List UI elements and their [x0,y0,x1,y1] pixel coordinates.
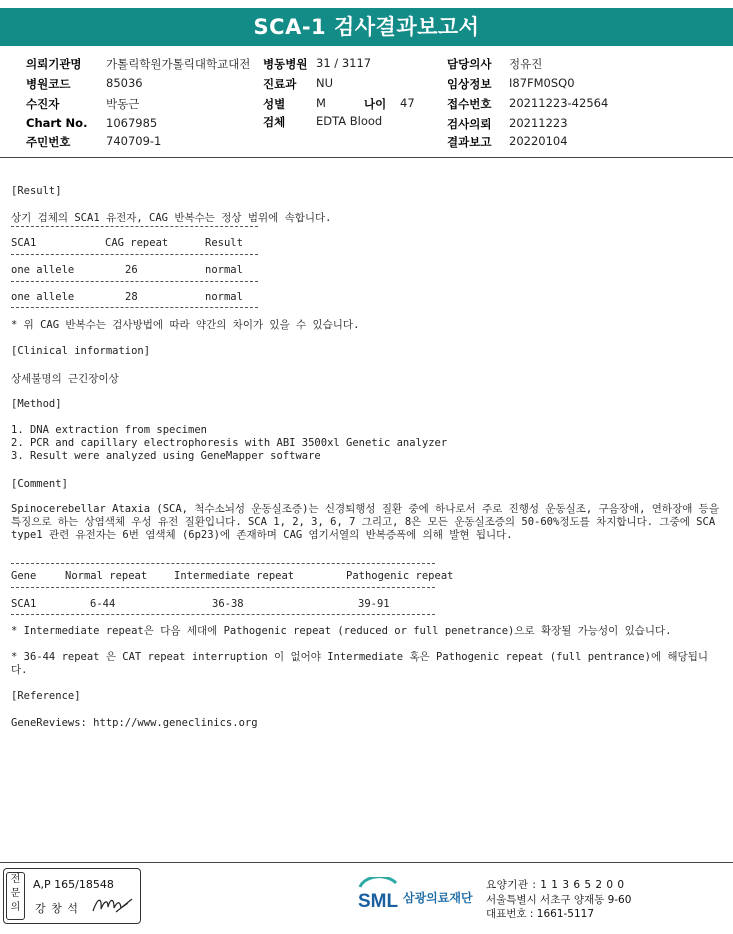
sex-value: M [316,96,326,110]
age-label: 나이 [364,97,387,111]
method-step-3: 3. Result were analyzed using GeneMapper software [11,450,321,462]
clinical-heading: [Clinical information] [11,345,151,357]
seal-char-3: 의 [10,902,21,913]
comment-note-1: * Intermediate repeat은 다음 세대에 Pathogenic repeat (reduced or full penetrance)으로 확장될 가능성이 있습니다. [11,625,672,637]
report-title: SCA-1 검사결과보고서 [0,8,733,46]
dashed-rule [11,226,258,227]
doctor-value: 정유진 [509,57,543,71]
comment-row-gene: SCA1 [11,598,37,610]
specialist-seal [6,872,25,920]
comment-row-intermediate: 36-38 [212,598,244,610]
clinical-info-label: 임상정보 [447,77,492,91]
signature-box [3,868,141,924]
phone: 대표번호 : 1661-5117 [486,908,595,920]
comment-col-normal: Normal repeat [65,570,148,582]
hospital-code-label: 병원코드 [26,77,71,91]
clinical-text: 상세불명의 근긴장이상 [11,373,119,385]
clinical-info-value: I87FM0SQ0 [509,76,575,90]
seal-char-1: 전 [10,874,21,885]
comment-paragraph: Spinocerebellar Ataxia (SCA, 척수소뇌성 운동실조증)는 신경퇴행성 질환 중에 하나로서 주로 진행성 운동실조, 구음장애, 연하장애 등을 특징으로 하는 상염색체 우성 유전 질환입니다. SCA 1, 2, 3, 6, 7 그리고, 8은 모든 운동실조증의 50-60%정도를 차지합니다. 그중에 SCA type1 관련 유전자는 6번 염색체 (6p23)에 존재하며 CAG 염기서열의 반복증폭에 의해 발현 됩니다. [11,503,719,541]
dashed-rule [11,614,435,615]
patient-value: 박동근 [106,97,140,111]
comment-note-2: * 36-44 repeat 은 CAT repeat interruption 이 없어야 Intermediate 혹은 Pathogenic repeat (full pentrance)에 해당됩니다. [11,651,708,676]
sml-logo-text: SML [358,891,399,912]
result-summary: 상기 검체의 SCA1 유전자, CAG 반복수는 정상 범위에 속합니다. [11,212,332,224]
request-label: 검사의뢰 [447,117,492,131]
report-label: 결과보고 [447,135,492,149]
reference-heading: [Reference] [11,690,81,702]
comment-col-pathogenic: Pathogenic repeat [346,570,454,582]
method-heading: [Method] [11,398,62,410]
result-row2-allele: one allele [11,291,75,303]
result-row1-repeat: 26 [125,264,138,276]
chart-value: 1067985 [106,116,158,130]
agency-code: 요양기관 : 1 1 3 6 5 2 0 0 [486,879,625,891]
hospital-code-value: 85036 [106,76,143,90]
patient-label: 수진자 [26,97,60,111]
result-row2-result: normal [205,291,243,303]
id-value: 740709-1 [106,134,162,148]
signer-code: A,P 165/18548 [33,878,114,891]
result-note: * 위 CAG 반복수는 검사방법에 따라 약간의 차이가 있을 수 있습니다. [11,319,360,331]
result-heading: [Result] [11,185,62,197]
dashed-rule [11,281,258,282]
method-step-1: 1. DNA extraction from specimen [11,424,207,436]
dashed-rule [11,307,258,308]
result-row2-repeat: 28 [125,291,138,303]
department-value: NU [316,76,334,90]
comment-row-normal: 6-44 [90,598,116,610]
request-value: 20211223 [509,116,568,130]
reference-text: GeneReviews: http://www.geneclinics.org [11,717,258,729]
comment-row-pathogenic: 39-91 [358,598,390,610]
comment-col-intermediate: Intermediate repeat [174,570,295,582]
institution-value: 가톨릭학원가톨릭대학교대전 [106,57,251,71]
result-col-result: Result [205,237,243,249]
result-row1-result: normal [205,264,243,276]
department-label: 진료과 [263,77,297,91]
sml-logo [356,877,402,919]
dashed-rule [11,254,258,255]
result-col-cag: CAG repeat [105,237,169,249]
method-step-2: 2. PCR and capillary electrophoresis with ABI 3500xl Genetic analyzer [11,437,448,449]
doctor-label: 담당의사 [447,57,492,71]
result-row1-allele: one allele [11,264,75,276]
ward-label: 병동병원 [263,57,308,71]
id-label: 주민번호 [26,135,71,149]
institution-label: 의뢰기관명 [26,57,82,71]
signature-scribble-icon [90,893,135,917]
footer-divider [0,862,733,863]
signer-name: 강 창 석 [35,902,79,915]
comment-col-gene: Gene [11,570,37,582]
seal-char-2: 문 [10,888,21,899]
header-divider [0,157,733,158]
comment-heading: [Comment] [11,478,68,490]
specimen-value: EDTA Blood [316,114,383,128]
address: 서울특별시 서초구 양재동 9-60 [486,894,632,906]
specimen-label: 검체 [263,115,286,129]
dashed-rule [11,587,435,588]
report-value: 20220104 [509,134,568,148]
receipt-value: 20211223-42564 [509,96,609,110]
result-col-sca1: SCA1 [11,237,37,249]
ward-value: 31 / 3117 [316,56,372,70]
age-value: 47 [400,96,415,110]
foundation-name: 삼광의료재단 [403,891,473,905]
chart-label: Chart No. [26,116,88,130]
receipt-label: 접수번호 [447,97,492,111]
sex-label: 성별 [263,97,286,111]
dashed-rule [11,563,435,564]
